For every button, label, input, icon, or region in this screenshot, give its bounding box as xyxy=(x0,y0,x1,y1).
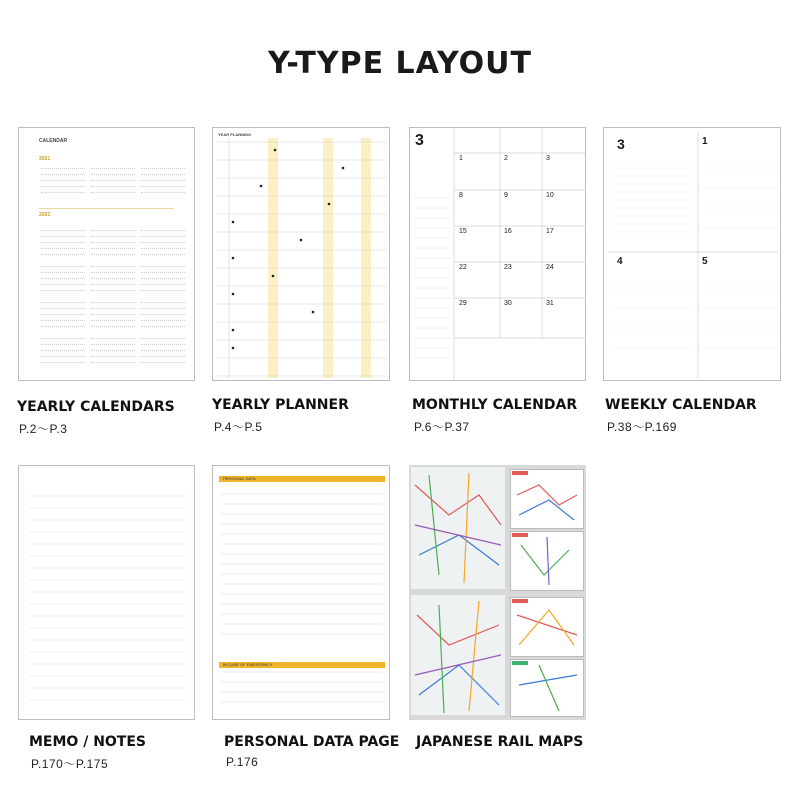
mini-month xyxy=(141,164,185,194)
monthly-day: 3 xyxy=(546,155,550,162)
section-label-personal-data: PERSONAL DATA PAGE xyxy=(224,734,400,750)
weekly-day: 3 xyxy=(617,136,625,152)
mini-month xyxy=(41,164,85,194)
monthly-day: 30 xyxy=(504,300,512,307)
mini-month xyxy=(91,298,135,328)
monthly-day: 29 xyxy=(459,300,467,307)
section-pages-memo-notes: P.170～P.175 xyxy=(31,757,109,771)
mini-month xyxy=(91,334,135,364)
section-label-yearly-planner: YEARLY PLANNER xyxy=(212,397,349,413)
section-pages-weekly-calendar: P.38～P.169 xyxy=(607,420,677,434)
section-pages-monthly-calendar: P.6～P.37 xyxy=(414,420,470,434)
rail-map-tag xyxy=(512,599,528,603)
monthly-day: 17 xyxy=(546,228,554,235)
weekly-day: 4 xyxy=(617,256,623,267)
rail-map-tag xyxy=(512,533,528,537)
page-title: Y-TYPE LAYOUT xyxy=(268,46,532,81)
section-pages-personal-data: P.176 xyxy=(226,755,259,769)
rail-map-tag xyxy=(512,471,528,475)
mini-month xyxy=(41,298,85,328)
mini-month xyxy=(41,262,85,292)
section-label-weekly-calendar: WEEKLY CALENDAR xyxy=(605,397,757,413)
section-label-yearly-calendars: YEARLY CALENDARS xyxy=(17,399,175,415)
mini-month xyxy=(141,334,185,364)
weekly-day: 5 xyxy=(702,256,708,267)
rail-map-tag xyxy=(512,661,528,665)
year-label-b: 2022 xyxy=(39,212,51,218)
mini-month xyxy=(91,262,135,292)
monthly-day: 23 xyxy=(504,264,512,271)
monthly-month-number: 3 xyxy=(415,132,424,149)
monthly-day: 15 xyxy=(459,228,467,235)
mini-month xyxy=(141,262,185,292)
yearly-planner-thumbnail xyxy=(212,127,390,381)
personal-fields xyxy=(213,466,390,720)
section-pages-yearly-calendars: P.2～P.3 xyxy=(19,422,68,436)
mini-month xyxy=(91,164,135,194)
mini-month xyxy=(91,226,135,256)
year-label-a: 2021 xyxy=(39,156,51,162)
weekly-grid xyxy=(604,128,781,381)
planner-grid xyxy=(213,128,390,381)
divider xyxy=(39,208,174,209)
personal-emergency: IN CASE OF EMERGENCY xyxy=(223,662,273,667)
monthly-grid xyxy=(410,128,586,381)
monthly-day: 24 xyxy=(546,264,554,271)
monthly-day: 31 xyxy=(546,300,554,307)
calendar-heading: CALENDAR xyxy=(39,138,68,144)
monthly-day: 10 xyxy=(546,192,554,199)
monthly-day: 22 xyxy=(459,264,467,271)
personal-data-thumbnail xyxy=(212,465,390,720)
rail-maps-thumbnail xyxy=(409,465,586,720)
mini-month xyxy=(141,298,185,328)
section-label-rail-maps: JAPANESE RAIL MAPS xyxy=(416,734,584,750)
mini-month xyxy=(41,226,85,256)
planner-heading: YEAR PLANNING xyxy=(218,132,252,137)
section-label-memo-notes: MEMO / NOTES xyxy=(29,734,147,750)
memo-notes-thumbnail xyxy=(18,465,195,720)
mini-month xyxy=(41,334,85,364)
rail-map-lines xyxy=(409,465,586,720)
monthly-day: 8 xyxy=(459,192,463,199)
personal-heading: PERSONAL DATA xyxy=(223,476,256,481)
section-pages-yearly-planner: P.4～P.5 xyxy=(214,420,263,434)
monthly-day: 1 xyxy=(459,155,463,162)
mini-month xyxy=(141,226,185,256)
section-label-monthly-calendar: MONTHLY CALENDAR xyxy=(412,397,578,413)
monthly-calendar-thumbnail xyxy=(409,127,586,381)
weekly-calendar-thumbnail xyxy=(603,127,781,381)
monthly-day: 2 xyxy=(504,155,508,162)
monthly-day: 16 xyxy=(504,228,512,235)
weekly-day: 1 xyxy=(702,136,708,147)
yearly-calendars-thumbnail xyxy=(18,127,195,381)
ruled-lines xyxy=(19,466,195,720)
monthly-day: 9 xyxy=(504,192,508,199)
